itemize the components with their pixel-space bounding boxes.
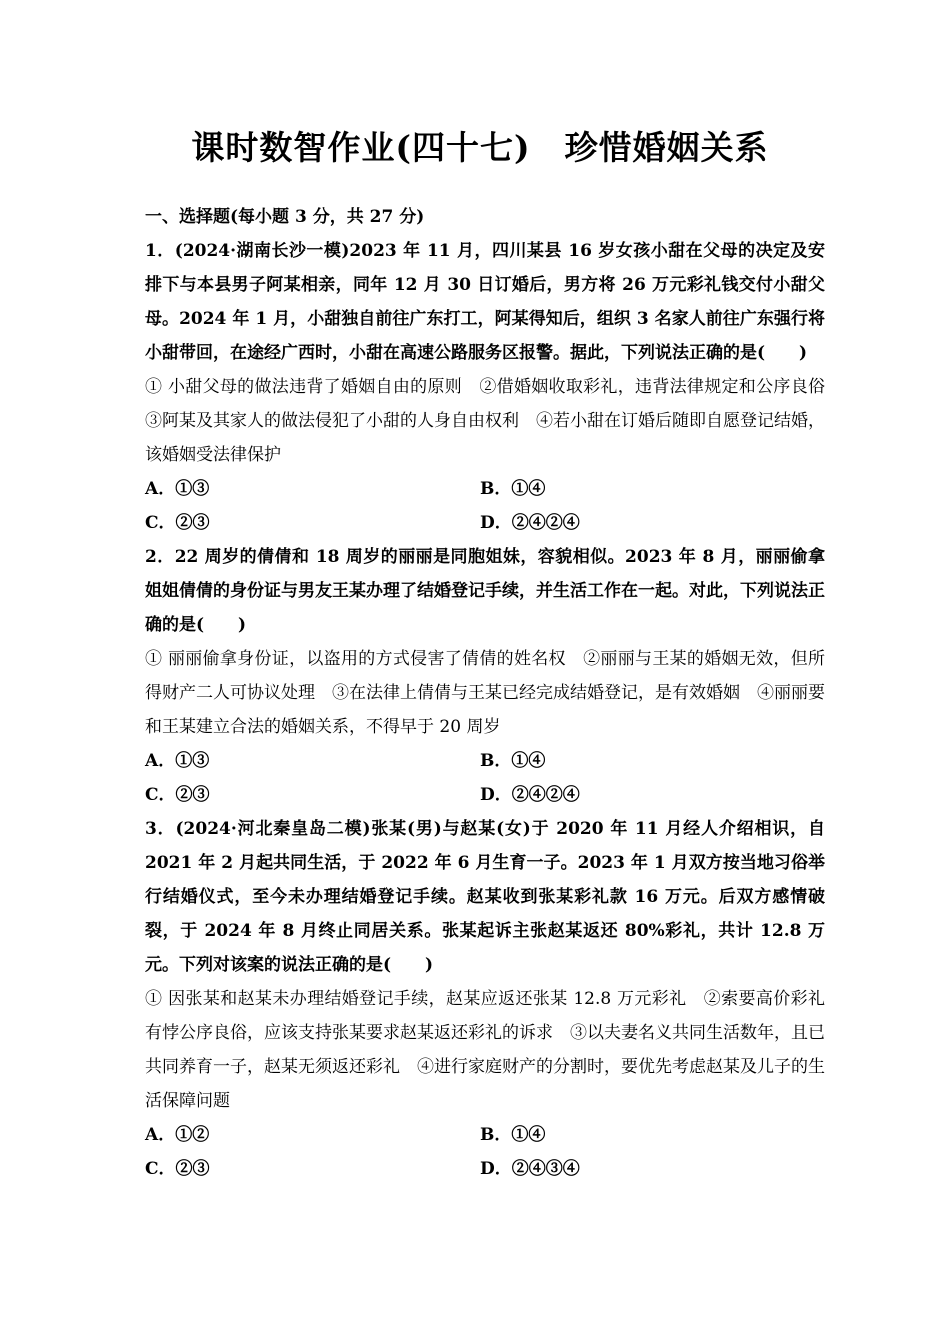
- option-a: A．①③: [145, 751, 210, 771]
- option-c: C．②③: [145, 1159, 210, 1179]
- option-b: B．①④: [480, 1125, 546, 1145]
- option-c: C．②③: [145, 513, 210, 533]
- document-page: [145, 118, 842, 1186]
- question-stem: 3．(2024·河北秦皇岛二模)张某(男)与赵某(女)于 2020 年 11 月经人介绍相识，自 2021 年 2 月起共同生活，于 2022 年 6 月生育一子。2023 年 1 月双方按当地习俗举行结婚仪式，至今未办理结婚登记手续。赵某收到张某彩礼款 16 万元。后双方感情破裂，于 2024 年 8 月终止同居关系。张某起诉主张赵某返还 80%彩礼，共计 12.8 万元。下列对该案的说法正确的是( ): [145, 819, 825, 975]
- page-title: 课时数智作业(四十七) 珍惜婚姻关系: [191, 128, 769, 167]
- option-d: D．②④②④: [480, 785, 580, 805]
- option-a: A．①②: [145, 1125, 210, 1145]
- question-stem: 2．22 周岁的倩倩和 18 周岁的丽丽是同胞姐妹，容貌相似。2023 年 8 月，丽丽偷拿姐姐倩倩的身份证与男友王某办理了结婚登记手续，并生活工作在一起。对此，下列说法正确的是( ): [145, 547, 825, 635]
- option-c: C．②③: [145, 785, 210, 805]
- option-b: B．①④: [480, 479, 546, 499]
- option-a: A．①③: [145, 479, 210, 499]
- question-2: [145, 540, 825, 812]
- question-statements: ① 因张某和赵某未办理结婚登记手续，赵某应返还张某 12.8 万元彩礼 ②索要高价彩礼有悖公序良俗，应该支持张某要求赵某返还彩礼的诉求 ③以夫妻名义共同生活数年，且已共同养育一子，赵某无须返还彩礼 ④进行家庭财产的分割时，要优先考虑赵某及儿子的生活保障问题: [145, 989, 825, 1111]
- section-heading: 一、选择题(每小题 3 分，共 27 分): [145, 207, 425, 227]
- option-d: D．②④②④: [480, 513, 580, 533]
- answer-options: [145, 472, 825, 540]
- question-stem: 1．(2024·湖南长沙一模)2023 年 11 月，四川某县 16 岁女孩小甜在父母的决定及安排下与本县男子阿某相亲，同年 12 月 30 日订婚后，男方将 26 万元彩礼钱交付小甜父母。2024 年 1 月，小甜独自前往广东打工，阿某得知后，组织 3 名家人前往广东强行将小甜带回，在途经广西时，小甜在高速公路服务区报警。据此，下列说法正确的是( ): [145, 241, 825, 363]
- question-statements: ① 丽丽偷拿身份证，以盗用的方式侵害了倩倩的姓名权 ②丽丽与王某的婚姻无效，但所得财产二人可协议处理 ③在法律上倩倩与王某已经完成结婚登记，是有效婚姻 ④丽丽要和王某建立合法的婚姻关系，不得早于 20 周岁: [145, 649, 825, 737]
- question-statements: ① 小甜父母的做法违背了婚姻自由的原则 ②借婚姻收取彩礼，违背法律规定和公序良俗 ③阿某及其家人的做法侵犯了小甜的人身自由权利 ④若小甜在订婚后随即自愿登记结婚，该婚姻受法律保护: [145, 377, 842, 465]
- option-b: B．①④: [480, 751, 546, 771]
- question-3: [145, 812, 825, 1186]
- option-d: D．②④③④: [480, 1159, 580, 1179]
- question-1: [145, 234, 842, 540]
- answer-options: [145, 1118, 825, 1186]
- answer-options: [145, 744, 825, 812]
